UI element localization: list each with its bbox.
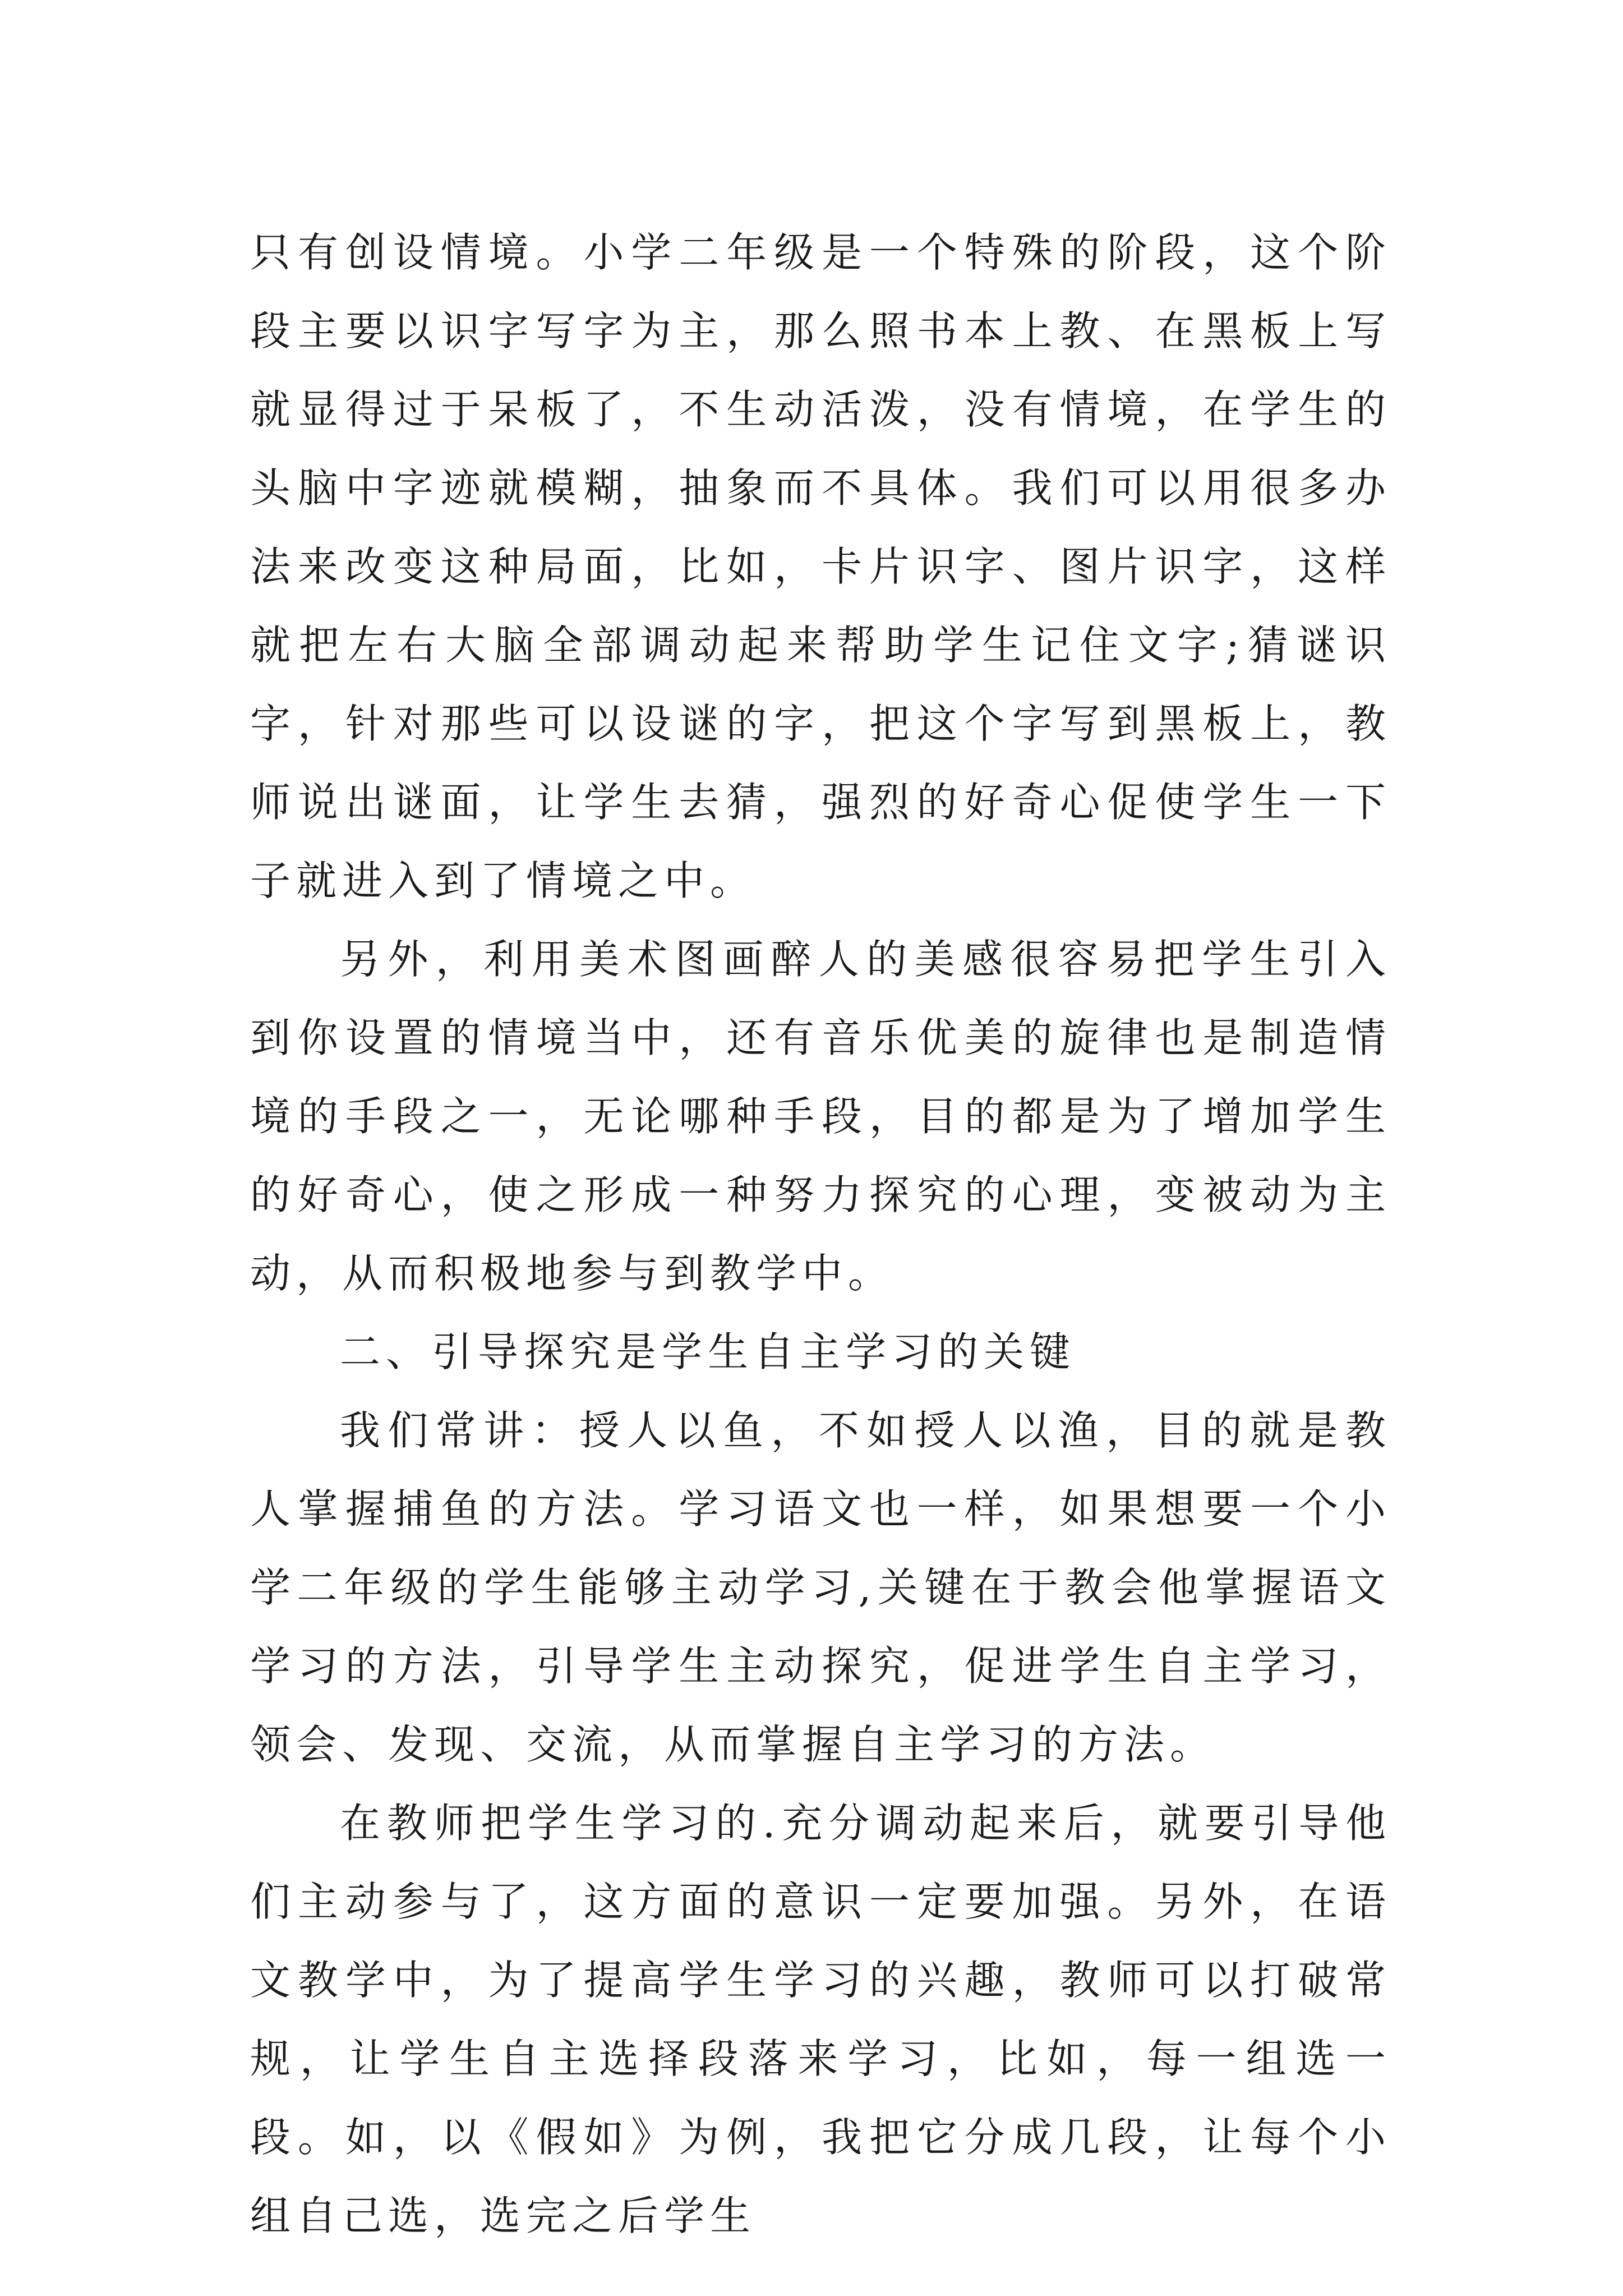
paragraph-art-music: 另外，利用美术图画醉人的美感很容易把学生引入到你设置的情境当中，还有音乐优美的旋律也是制造情境的手段之一，无论哪种手段，目的都是为了增加学生的好奇心，使之形成一种努力探究的心理，变被动为主动，从而积极地参与到教学中。 bbox=[250, 936, 1391, 1297]
section-heading-guided-inquiry: 二、引导探究是学生自主学习的关键 bbox=[340, 1328, 1076, 1375]
paragraph-teach-fishing: 我们常讲：授人以鱼，不如授人以渔，目的就是教人掌握捕鱼的方法。学习语文也一样，如果想要一个小学二年级的学生能够主动学习,关键在于教会他掌握语文学习的方法，引导学生主动探究，促进学生自主学习，领会、发现、交流，从而掌握自主学习的方法。 bbox=[250, 1407, 1391, 1768]
paragraph-continued-intro: 只有创设情境。小学二年级是一个特殊的阶段，这个阶段主要以识字写字为主，那么照书本上教、在黑板上写就显得过于呆板了，不生动活泼，没有情境，在学生的头脑中字迹就模糊，抽象而不具体。我们可以用很多办法来改变这种局面，比如，卡片识字、图片识字，这样就把左右大脑全部调动起来帮助学生记住文字;猜谜识字，针对那些可以设谜的字，把这个字写到黑板上，教师说出谜面，让学生去猜，强烈的好奇心促使学生一下子就进入到了情境之中。 bbox=[250, 229, 1391, 904]
document-body bbox=[250, 213, 1391, 2255]
paragraph-self-selected-sections: 在教师把学生学习的.充分调动起来后，就要引导他们主动参与了，这方面的意识一定要加强。另外，在语文教学中，为了提高学生学习的兴趣，教师可以打破常规，让学生自主选择段落来学习，比如，每一组选一段。如，以《假如》为例，我把它分成几段，让每个小组自己选，选完之后学生 bbox=[250, 1800, 1391, 2239]
